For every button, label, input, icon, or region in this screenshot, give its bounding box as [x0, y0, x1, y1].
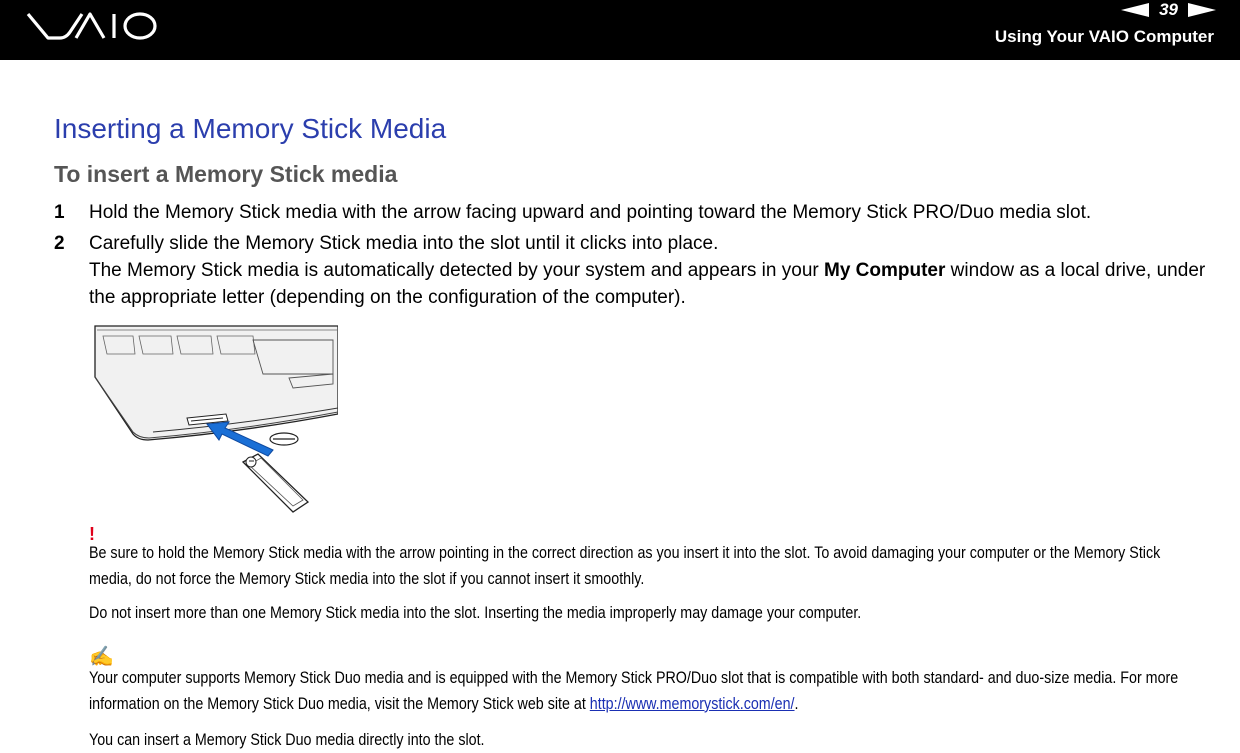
note-pen-icon: ✍: [89, 646, 114, 668]
step-text: [89, 230, 1229, 311]
step-line: Carefully slide the Memory Stick media into the slot until it clicks into place.: [89, 233, 719, 254]
vaio-logo: [26, 8, 158, 44]
memory-stick-insertion-illustration: [93, 322, 338, 517]
warning-paragraph: [89, 600, 1198, 626]
note-paragraph: [89, 665, 1198, 717]
step-text-run: The Memory Stick media is automatically detected by your system and appears in your: [89, 260, 824, 281]
note-text: [89, 665, 1198, 717]
step-text: Hold the Memory Stick media with the arrow facing upward and pointing toward the Memory Stick PRO/Duo media slot.: [89, 202, 1092, 223]
note-paragraph: [89, 727, 1198, 753]
step-number: 2: [54, 233, 65, 254]
page-navigator: [1121, 0, 1216, 20]
warning-icon: !: [89, 524, 95, 544]
procedure-title: To insert a Memory Stick media: [54, 161, 398, 187]
page-number: 39: [1159, 0, 1178, 19]
previous-page-icon[interactable]: [1121, 3, 1149, 17]
note-text-run: .: [794, 694, 799, 713]
warning-text: Do not insert more than one Memory Stick media into the slot. Inserting the media improperly may damage your computer.: [89, 603, 862, 622]
note-text-run: Your computer supports Memory Stick Duo media and is equipped with the Memory Stick PRO/Duo slot that is compatible with both standard- and duo-size media. For more information on the Memory Stick Duo media, visit the Memory Stick web site at: [89, 668, 1179, 713]
section-title: Using Your VAIO Computer: [994, 27, 1214, 46]
next-page-icon[interactable]: [1188, 3, 1216, 17]
step-line: [89, 257, 1229, 311]
my-computer-label: My Computer: [824, 260, 946, 281]
memorystick-website-link[interactable]: http://www.memorystick.com/en/: [589, 694, 795, 713]
step-number: 1: [54, 202, 65, 223]
page-header: [0, 0, 1240, 60]
warning-text: Be sure to hold the Memory Stick media with the arrow pointing in the correct direction as you insert it into the slot. To avoid damaging your computer or the Memory Stick media, do not force the Memory Stick media into the slot if you cannot insert it smoothly.: [89, 543, 1161, 588]
page-title: Inserting a Memory Stick Media: [54, 113, 447, 144]
note-text: You can insert a Memory Stick Duo media directly into the slot.: [89, 730, 485, 749]
step-text-run: window as a local drive, under the appropriate letter (depending on the configuration of the computer).: [89, 260, 1206, 308]
warning-paragraph: [89, 540, 1198, 592]
